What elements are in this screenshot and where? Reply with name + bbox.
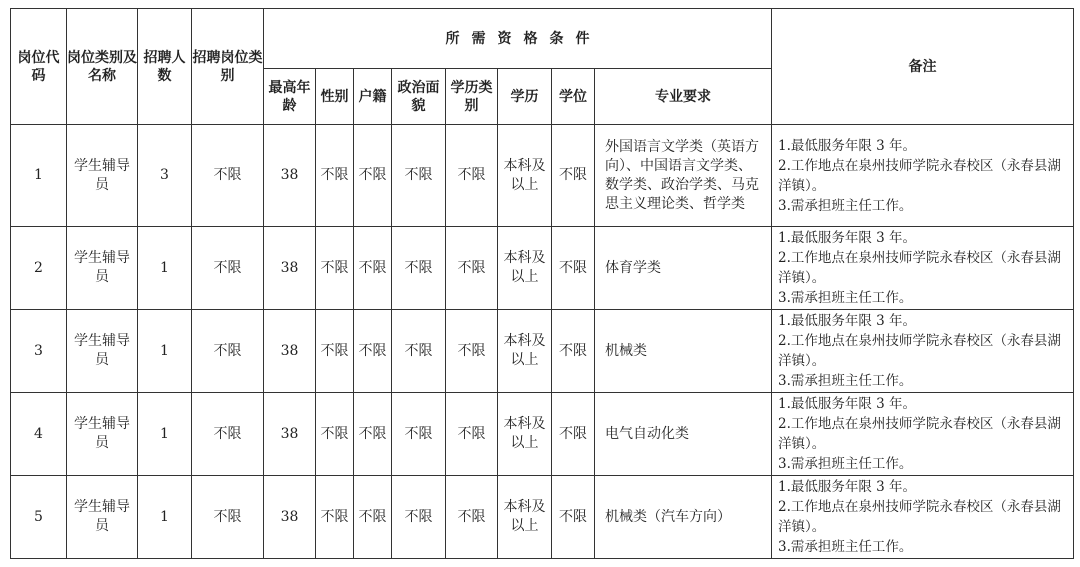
cell-edu-type: 不限 [446, 393, 498, 476]
cell-political: 不限 [392, 393, 446, 476]
cell-count: 1 [138, 393, 192, 476]
cell-degree: 不限 [552, 227, 595, 310]
cell-age: 38 [264, 476, 316, 559]
remark-line: 1.最低服务年限 3 年。 [778, 313, 917, 329]
header-degree: 学位 [552, 69, 595, 125]
cell-education: 本科及以上 [498, 125, 552, 227]
remark-line: 2.工作地点在泉州技师学院永春校区（永春县湖洋镇）。 [778, 499, 1061, 535]
header-name: 岗位类别及名称 [67, 9, 138, 125]
cell-degree: 不限 [552, 125, 595, 227]
header-edu-type: 学历类别 [446, 69, 498, 125]
cell-major: 机械类 [595, 310, 772, 393]
header-conditions: 所需资格条件 [264, 9, 772, 69]
cell-count: 1 [138, 476, 192, 559]
cell-type: 不限 [192, 393, 264, 476]
remark-line: 3.需承担班主任工作。 [778, 197, 913, 214]
remark-line: 1.最低服务年限 3 年。 [778, 396, 917, 412]
cell-name: 学生辅导员 [67, 310, 138, 393]
table-row [11, 310, 1074, 393]
cell-code: 5 [11, 476, 67, 559]
cell-code: 4 [11, 393, 67, 476]
cell-education: 本科及以上 [498, 227, 552, 310]
remark-line: 3.需承担班主任工作。 [778, 456, 913, 472]
cell-name: 学生辅导员 [67, 227, 138, 310]
header-code: 岗位代码 [11, 9, 67, 125]
cell-major: 机械类（汽车方向） [595, 476, 772, 559]
cell-remarks [772, 310, 1074, 393]
remark-line: 1.最低服务年限 3 年。 [778, 479, 917, 495]
cell-type: 不限 [192, 310, 264, 393]
cell-gender: 不限 [316, 227, 354, 310]
table-body [11, 125, 1074, 559]
cell-age: 38 [264, 310, 316, 393]
cell-age: 38 [264, 227, 316, 310]
cell-code: 1 [11, 125, 67, 227]
header-hukou: 户籍 [354, 69, 392, 125]
cell-political: 不限 [392, 476, 446, 559]
cell-remarks [772, 227, 1074, 310]
cell-type: 不限 [192, 125, 264, 227]
header-type: 招聘岗位类别 [192, 9, 264, 125]
cell-type: 不限 [192, 227, 264, 310]
cell-gender: 不限 [316, 393, 354, 476]
remark-line: 3.需承担班主任工作。 [778, 290, 913, 306]
remark-line: 2.工作地点在泉州技师学院永春校区（永春县湖洋镇）。 [778, 416, 1061, 452]
cell-hukou: 不限 [354, 227, 392, 310]
cell-gender: 不限 [316, 476, 354, 559]
cell-political: 不限 [392, 227, 446, 310]
cell-count: 1 [138, 227, 192, 310]
remark-line: 3.需承担班主任工作。 [778, 539, 913, 555]
cell-age: 38 [264, 393, 316, 476]
cell-major: 电气自动化类 [595, 393, 772, 476]
remark-line: 1.最低服务年限 3 年。 [778, 137, 917, 154]
table-row [11, 227, 1074, 310]
cell-edu-type: 不限 [446, 310, 498, 393]
table-row [11, 393, 1074, 476]
cell-edu-type: 不限 [446, 476, 498, 559]
table-row [11, 125, 1074, 227]
remark-line: 2.工作地点在泉州技师学院永春校区（永春县湖洋镇）。 [778, 250, 1061, 286]
cell-education: 本科及以上 [498, 310, 552, 393]
header-gender: 性别 [316, 69, 354, 125]
recruitment-table [10, 8, 1074, 559]
cell-education: 本科及以上 [498, 476, 552, 559]
header-remarks: 备注 [772, 9, 1074, 125]
remark-line: 3.需承担班主任工作。 [778, 373, 913, 389]
cell-political: 不限 [392, 310, 446, 393]
cell-hukou: 不限 [354, 125, 392, 227]
recruitment-table-container [10, 8, 1073, 559]
remark-line: 2.工作地点在泉州技师学院永春校区（永春县湖洋镇）。 [778, 333, 1061, 369]
cell-name: 学生辅导员 [67, 393, 138, 476]
cell-name: 学生辅导员 [67, 125, 138, 227]
header-major: 专业要求 [595, 69, 772, 125]
remark-line: 1.最低服务年限 3 年。 [778, 230, 917, 246]
cell-remarks [772, 125, 1074, 227]
header-education: 学历 [498, 69, 552, 125]
cell-hukou: 不限 [354, 310, 392, 393]
cell-hukou: 不限 [354, 393, 392, 476]
table-row [11, 476, 1074, 559]
cell-degree: 不限 [552, 476, 595, 559]
cell-degree: 不限 [552, 310, 595, 393]
cell-type: 不限 [192, 476, 264, 559]
cell-count: 3 [138, 125, 192, 227]
cell-major: 体育学类 [595, 227, 772, 310]
cell-political: 不限 [392, 125, 446, 227]
cell-code: 3 [11, 310, 67, 393]
cell-remarks [772, 393, 1074, 476]
header-political: 政治面貌 [392, 69, 446, 125]
cell-edu-type: 不限 [446, 227, 498, 310]
remark-line: 2.工作地点在泉州技师学院永春校区（永春县湖洋镇）。 [778, 157, 1061, 194]
cell-education: 本科及以上 [498, 393, 552, 476]
cell-edu-type: 不限 [446, 125, 498, 227]
cell-degree: 不限 [552, 393, 595, 476]
cell-hukou: 不限 [354, 476, 392, 559]
cell-remarks [772, 476, 1074, 559]
cell-gender: 不限 [316, 310, 354, 393]
header-age: 最高年龄 [264, 69, 316, 125]
cell-name: 学生辅导员 [67, 476, 138, 559]
cell-age: 38 [264, 125, 316, 227]
header-row-top [11, 9, 1074, 69]
cell-gender: 不限 [316, 125, 354, 227]
cell-count: 1 [138, 310, 192, 393]
cell-major: 外国语言文学类（英语方向）、中国语言文学类、数学类、政治学类、马克思主义理论类、哲学类 [595, 125, 772, 227]
cell-code: 2 [11, 227, 67, 310]
header-count: 招聘人数 [138, 9, 192, 125]
